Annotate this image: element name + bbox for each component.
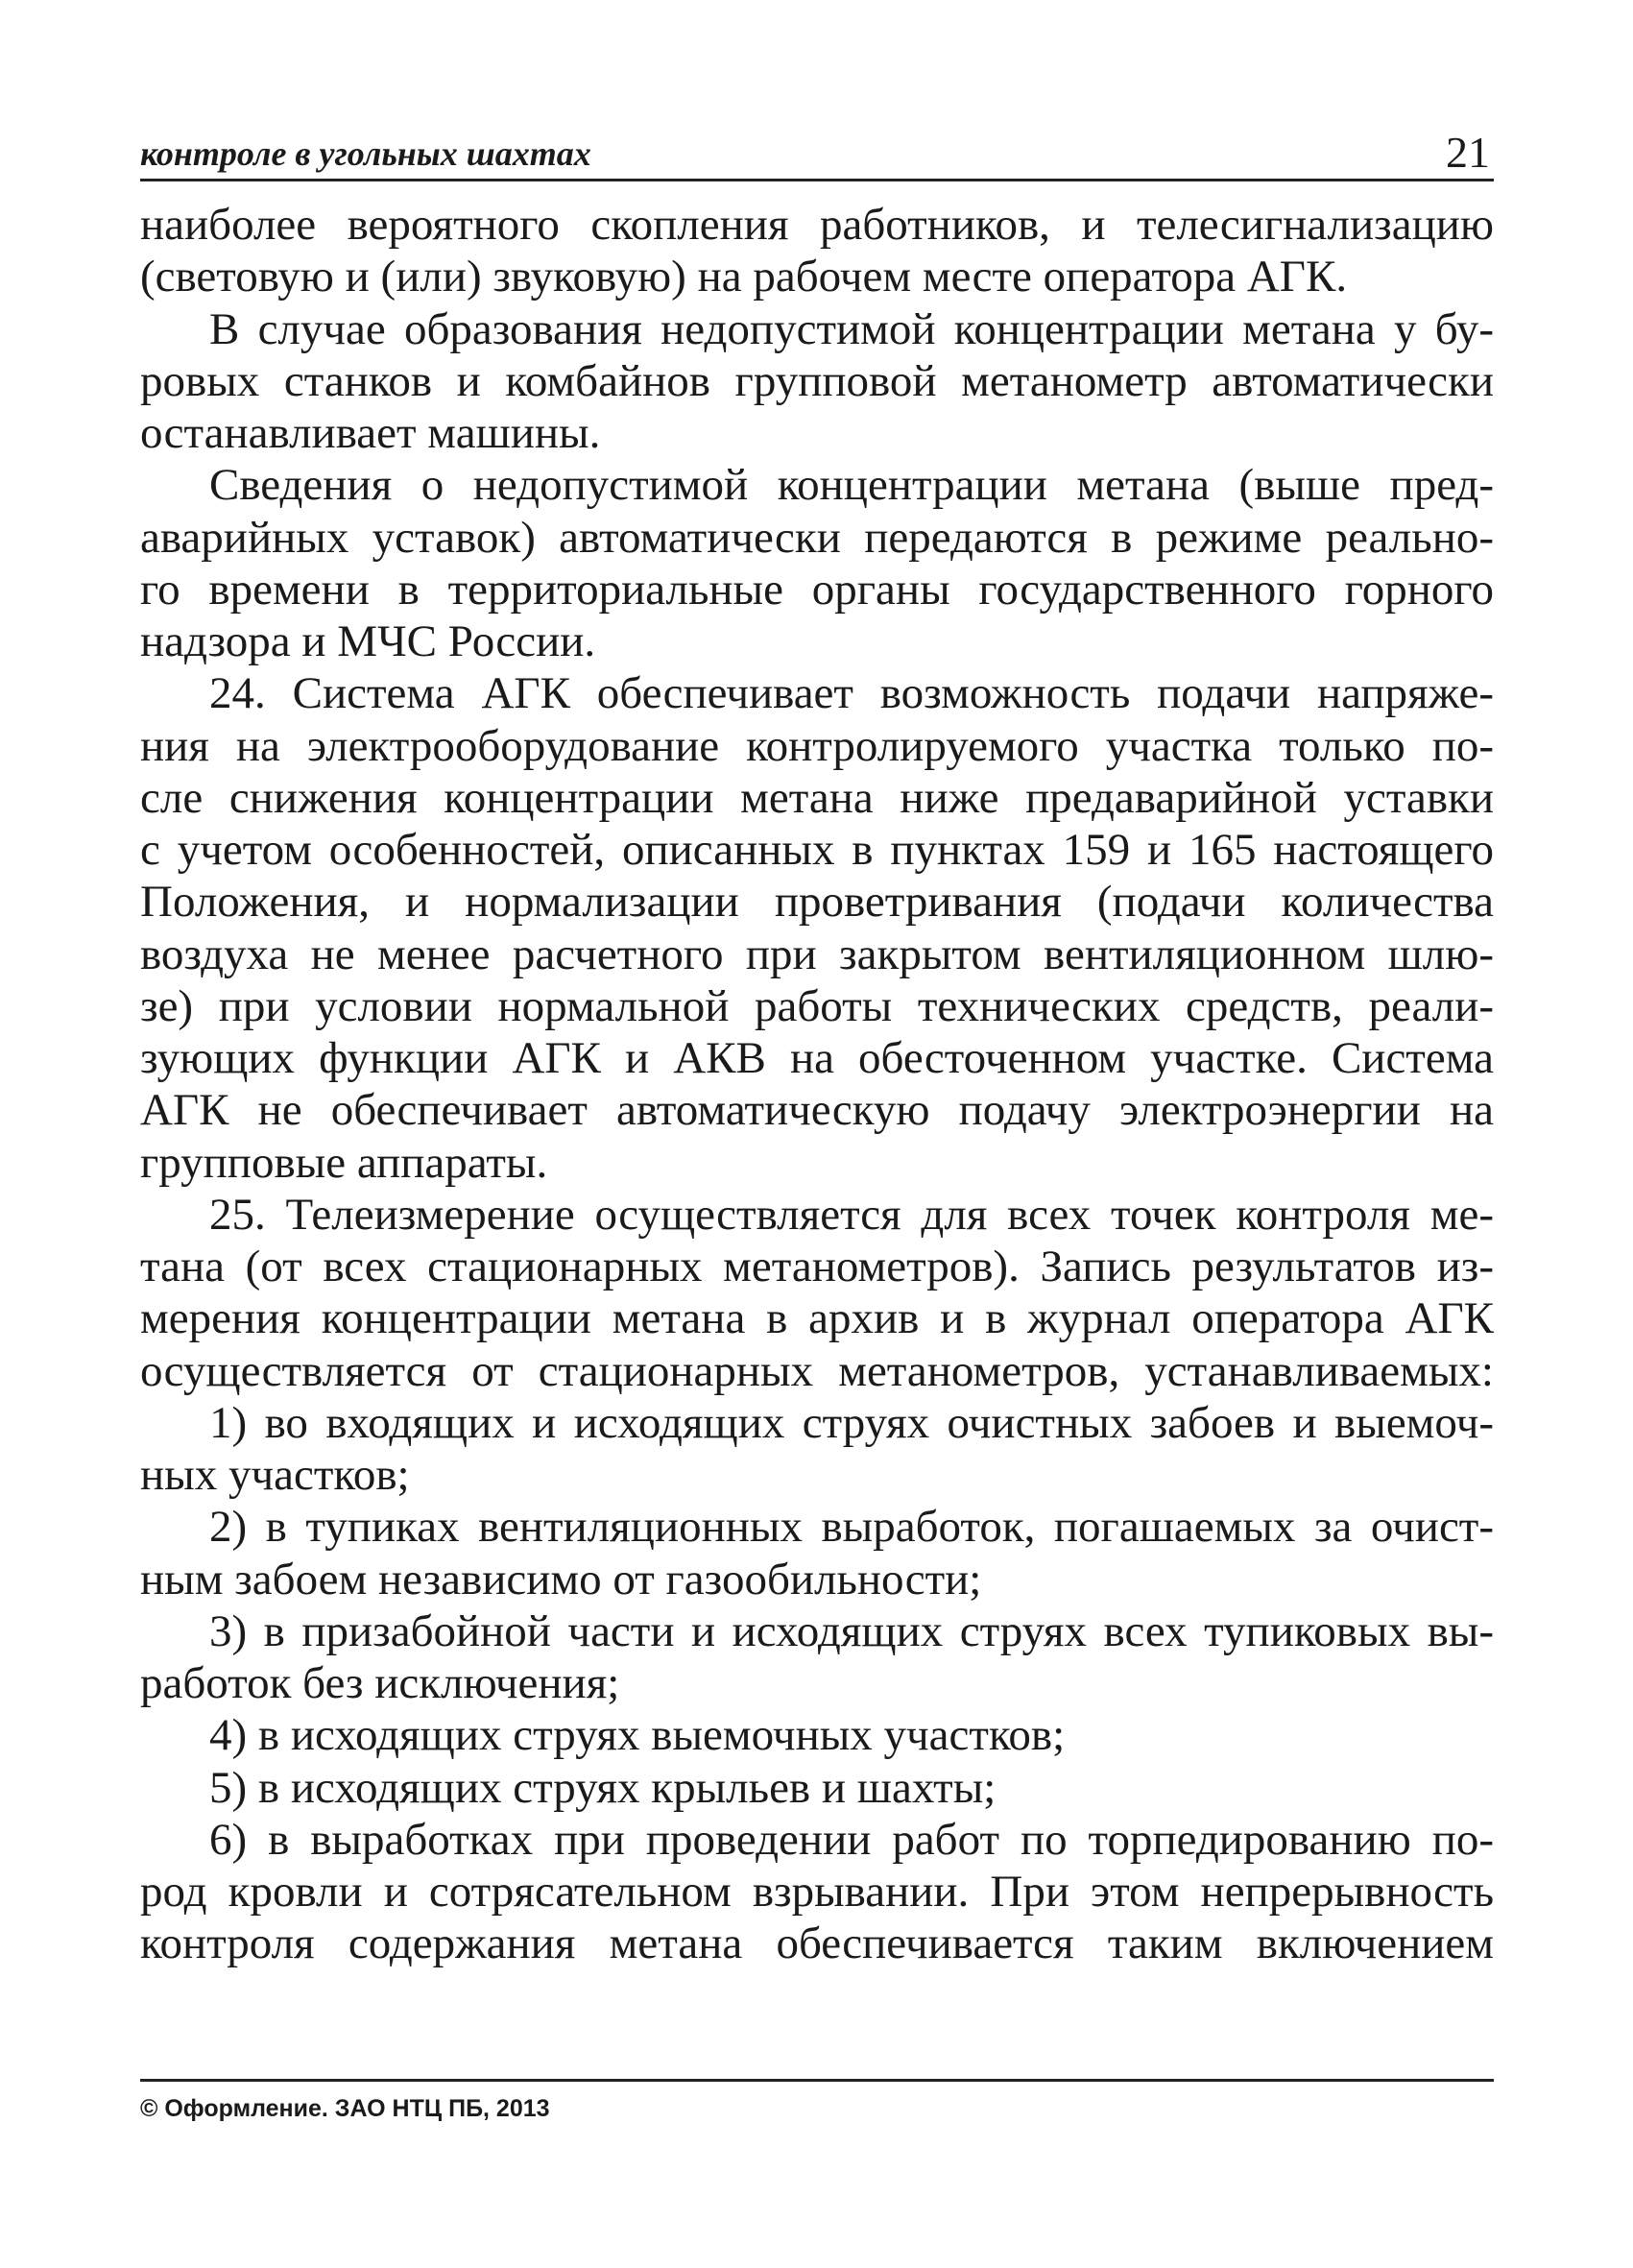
text-line: 3) в призабойной части и исходящих струях всех тупиковых вы- [209, 1605, 1494, 1656]
text-line: групповые аппараты. [140, 1137, 548, 1188]
text-line: ровых станков и комбайнов групповой метанометр автоматически [140, 355, 1494, 406]
text-line: зе) при условии нормальной работы технических средств, реали- [140, 980, 1494, 1031]
text-line: контроля содержания метана обеспечивается таким включением [140, 1918, 1494, 1969]
text-line: Положения, и нормализации проветривания (подачи количества [140, 877, 1494, 928]
text-line: 6) в выработках при проведении работ по торпедированию по- [209, 1814, 1494, 1865]
text-line: Сведения о недопустимой концентрации метана (выше пред- [209, 460, 1494, 511]
body-text [140, 199, 1494, 1970]
text-line: останавливает машины. [140, 408, 601, 458]
text-line: 25. Телеизмерение осуществляется для всех точек контроля ме- [209, 1189, 1494, 1240]
text-line: надзора и МЧС России. [140, 616, 596, 666]
page-number: 21 [1446, 128, 1490, 177]
text-line: осуществляется от стационарных метанометров, устанавливаемых: [140, 1345, 1494, 1396]
text-line: наиболее вероятного скопления работников, и телесигнализацию [140, 200, 1494, 250]
text-line: (световую и (или) звуковую) на рабочем месте оператора АГК. [140, 252, 1348, 302]
running-header [140, 123, 1494, 181]
text-line: 1) во входящих и исходящих струях очистных забоев и выемоч- [209, 1397, 1494, 1448]
text-line: работок без исключения; [140, 1658, 620, 1708]
text-line: ния на электрооборудование контролируемого участка только по- [140, 720, 1494, 771]
text-line: В случае образования недопустимой концентрации метана у бу- [209, 303, 1494, 354]
text-line: 4) в исходящих струях выемочных участков; [209, 1710, 1066, 1761]
text-line: го времени в территориальные органы государственного горного [140, 564, 1494, 615]
text-line: с учетом особенностей, описанных в пунктах 159 и 165 настоящего [140, 825, 1494, 875]
text-line: зующих функции АГК и АКВ на обесточенном участке. Система [140, 1033, 1494, 1083]
text-line: род кровли и сотрясательном взрывании. При этом непрерывность [140, 1867, 1494, 1917]
text-line: 24. Система АГК обеспечивает возможность подачи напряже- [209, 668, 1494, 719]
text-line: мерения концентрации метана в архив и в журнал оператора АГК [140, 1293, 1494, 1344]
text-line: АГК не обеспечивает автоматическую подачу электроэнергии на [140, 1085, 1494, 1136]
text-line: аварийных уставок) автоматически передаются в режиме реально- [140, 512, 1494, 563]
footer-rule [140, 2079, 1494, 2082]
text-line: тана (от всех стационарных метанометров). Запись результатов из- [140, 1242, 1494, 1291]
text-line: 5) в исходящих струях крыльев и шахты; [209, 1762, 997, 1813]
footer-copyright: © Оформление. ЗАО НТЦ ПБ, 2013 [140, 2095, 550, 2122]
text-line: сле снижения концентрации метана ниже предаварийной уставки [140, 772, 1494, 823]
document-page [140, 0, 1494, 2268]
header-title: контроле в угольных шахтах [140, 134, 591, 173]
text-line: воздуха не менее расчетного при закрытом вентиляционном шлю- [140, 929, 1494, 979]
text-line: ным забоем независимо от газообильности; [140, 1554, 982, 1604]
text-line: ных участков; [140, 1450, 410, 1500]
text-line: 2) в тупиках вентиляционных выработок, погашаемых за очист- [209, 1502, 1494, 1553]
